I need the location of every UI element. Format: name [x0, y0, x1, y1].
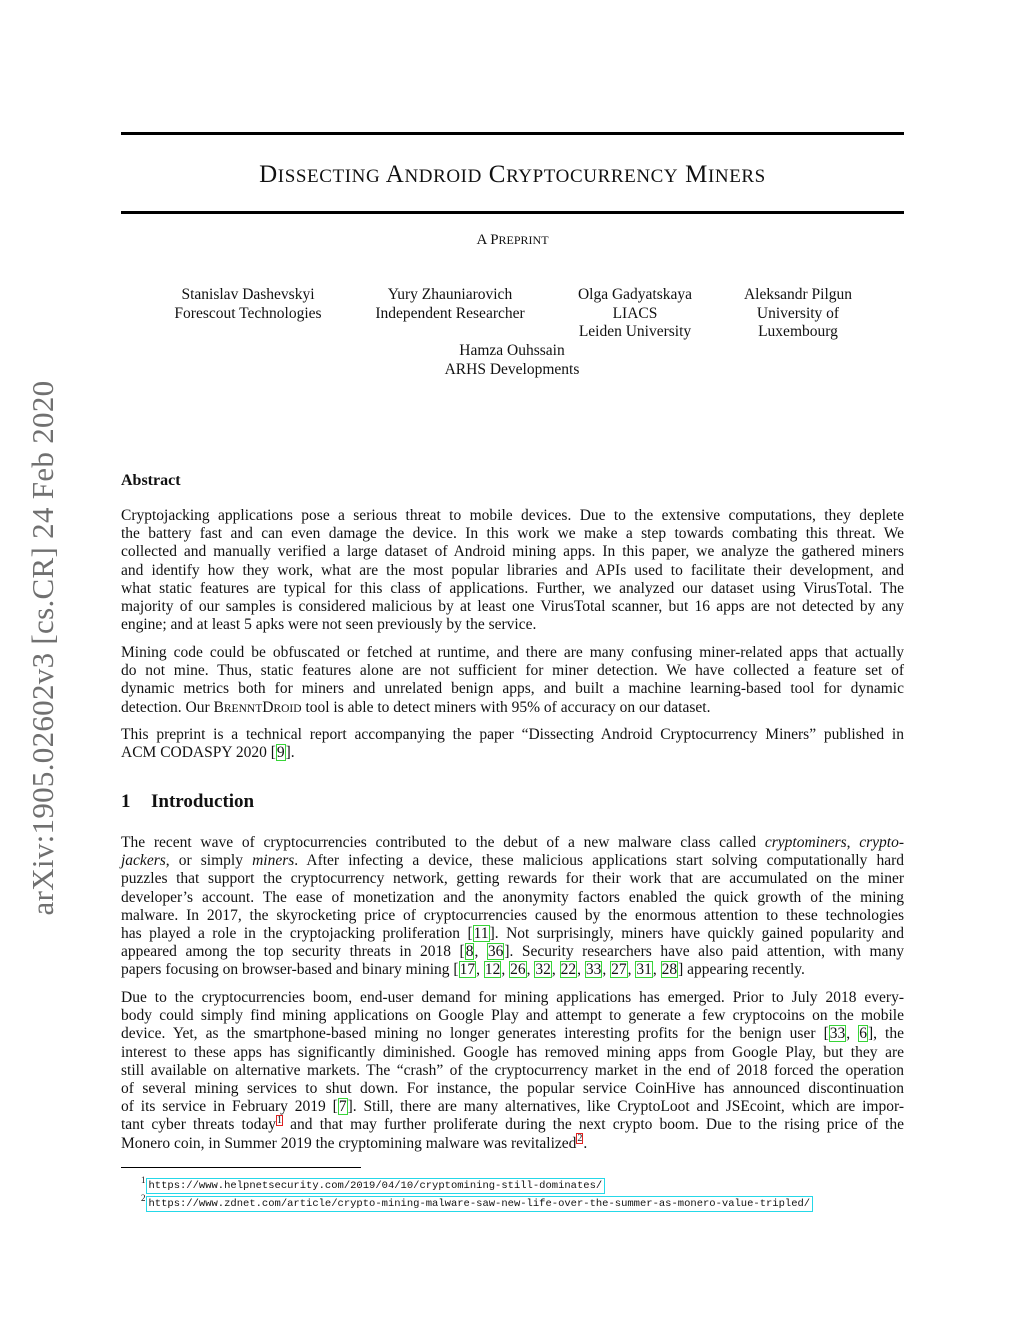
citation-link[interactable]: 6 [859, 1025, 867, 1043]
section-heading: 1 Introduction [121, 791, 255, 812]
footnote-ref[interactable]: 2 [577, 1133, 583, 1145]
author-block [148, 286, 348, 323]
citation-link[interactable]: 31 [636, 961, 652, 979]
citation-link[interactable]: 17 [459, 961, 476, 979]
citation-link[interactable]: 12 [484, 961, 501, 979]
author-affiliation: Luxembourg [758, 323, 838, 340]
title-top-rule [121, 132, 904, 135]
abstract-heading: Abstract [121, 472, 181, 489]
title-bottom-rule [121, 211, 904, 214]
citation-link[interactable]: 7 [338, 1098, 347, 1116]
intro-paragraph-2: Due to the cryptocurrencies boom, end-user demand for mining applications has emerged. Prior to July 2018 every- body could simply find mining applications on Google Play and attempt to generate a few cryptocoins on the mobile device. Yet, as the smartphone-based mining no longer generates interesting profits for the benign user [33, 6], the interest to these apps has significantly diminished. Google has removed mining apps from Google Play, but they are still available on alternative markets. The “crash” of the cryptocurrency market in the end of 2018 forced the operation of several mining services to shut down. For instance, the popular service CoinHive has announced discontinuation of its service in February 2019 [7]. Still, there are many alternatives, like CryptoLoot and JSEcoint, which are impor- tant cyber threats today$^1$ and that may further proliferate during the next crypto boom. Due to the rising price of the Monero coin, in Summer 2019 the cryptomining malware was revitalized$^2$. [121, 989, 904, 1152]
abstract-paragraph-1: Cryptojacking applications pose a serious threat to mobile devices. Due to the extensive computations, they deplete the battery fast and can even damage the device. In this work we make a step towards combating this threat. We collected and manually verified a large dataset of Android mining apps. In this paper, we analyze the gathered miners and identify how they work, what are the most popular libraries and APIs used to facilitate their development, and what static features are typical for this class of applications. Further, we analyzed our dataset using VirusTotal. The majority of our samples is considered malicious by at least one VirusTotal scanner, but 16 apps are not detected by any engine; and at least 5 apks were not seen previously by the service. [121, 507, 904, 634]
footnote-url-link[interactable]: https://www.helpnetsecurity.com/2019/04/10/cryptomining-still-dominates/ [148, 1179, 603, 1192]
citation-link[interactable]: 33 [829, 1025, 846, 1043]
author-affiliation: LIACS [612, 304, 658, 322]
citation-link[interactable]: 9 [276, 744, 285, 762]
citation-link[interactable]: 32 [535, 961, 551, 979]
author-affiliation: Independent Researcher [375, 304, 525, 322]
author-affiliation: University of [756, 304, 840, 322]
citation-link[interactable]: 27 [611, 961, 627, 979]
footnote: 2 https://www.zdnet.com/article/crypto-mining-malware-saw-new-life-over-the-summer-as-monero-value-tripled/ [141, 1193, 811, 1210]
author-name: Hamza Ouhssain [459, 342, 565, 359]
citation-link[interactable]: 28 [661, 961, 678, 979]
author-name: Aleksandr Pilgun [743, 286, 853, 303]
paper-title: DISSECTING ANDROID CRYPTOCURRENCY MINERS [259, 161, 766, 188]
author-block [412, 342, 612, 379]
intro-paragraph-1: The recent wave of cryptocurrencies contributed to the debut of a new malware class called cryptominers, crypto- jackers, or simply miners. After infecting a device, these malicious applications start solving computationally hard puzzles that support the cryptocurrency network, getting rewards for their work that are accumulated on the miner developer’s account. The ease of monetization and the anonymity factors enabled the quick growth of the mining malware. In 2017, the skyrocketing price of cryptocurrencies caused by the enormous attention to these technologies has played a role in the cryptojacking proliferation [11]. Not surprisingly, miners have quickly gained popularity and appeared among the top security threats in 2018 [8, 36]. Security researchers have also paid attention, with many papers focusing on browser-based and binary mining [17, 12, 26, 32, 22, 33, 27, 31, 28] appearing recently. [121, 834, 905, 979]
preprint-label: A PREPRINT [476, 232, 549, 248]
author-block [698, 286, 898, 342]
citation-link[interactable]: 36 [487, 943, 504, 961]
author-affiliation: Leiden University [578, 323, 692, 340]
footnote: 1 https://www.helpnetsecurity.com/2019/04/10/cryptomining-still-dominates/ [141, 1175, 603, 1192]
abstract-paragraph-3: This preprint is a technical report accompanying the paper “Dissecting Android Cryptocurrency Miners” published in ACM CODASPY 2020 [9]. [121, 726, 904, 762]
author-block [350, 286, 550, 323]
footnote-ref[interactable]: 1 [276, 1115, 282, 1127]
footnote-url-link[interactable]: https://www.zdnet.com/article/crypto-mining-malware-saw-new-life-over-the-summer-as-monero-value-tripled/ [148, 1197, 811, 1210]
footnote-rule [121, 1167, 361, 1168]
author-affiliation: Forescout Technologies [174, 304, 322, 322]
citation-link[interactable]: 33 [585, 961, 602, 979]
author-name: Stanislav Dashevskyi [181, 286, 315, 303]
author-name: Yury Zhauniarovich [387, 286, 513, 303]
arxiv-identifier: arXiv:1905.02602v3 [cs.CR] 24 Feb 2020 [25, 380, 60, 916]
citation-link[interactable]: 11 [473, 925, 489, 943]
author-name: Olga Gadyatskaya [577, 286, 693, 303]
citation-link[interactable]: 22 [560, 961, 577, 979]
author-affiliation: ARHS Developments [444, 360, 580, 378]
abstract-paragraph-2: Mining code could be obfuscated or fetched at runtime, and there are many confusing miner-related apps that actually do not mine. Thus, static features alone are not sufficient for miner detection. We have collected a feature set of dynamic metrics both for miners and unrelated benign apps, and built a machine learning-based tool for dynamic detection. Our BRENNTDROID tool is able to detect miners with 95% of accuracy on our dataset. [121, 644, 904, 716]
citation-link[interactable]: 26 [510, 961, 526, 979]
tool-name: BRENNTDROID [213, 698, 302, 716]
citation-link[interactable]: 8 [465, 943, 474, 961]
